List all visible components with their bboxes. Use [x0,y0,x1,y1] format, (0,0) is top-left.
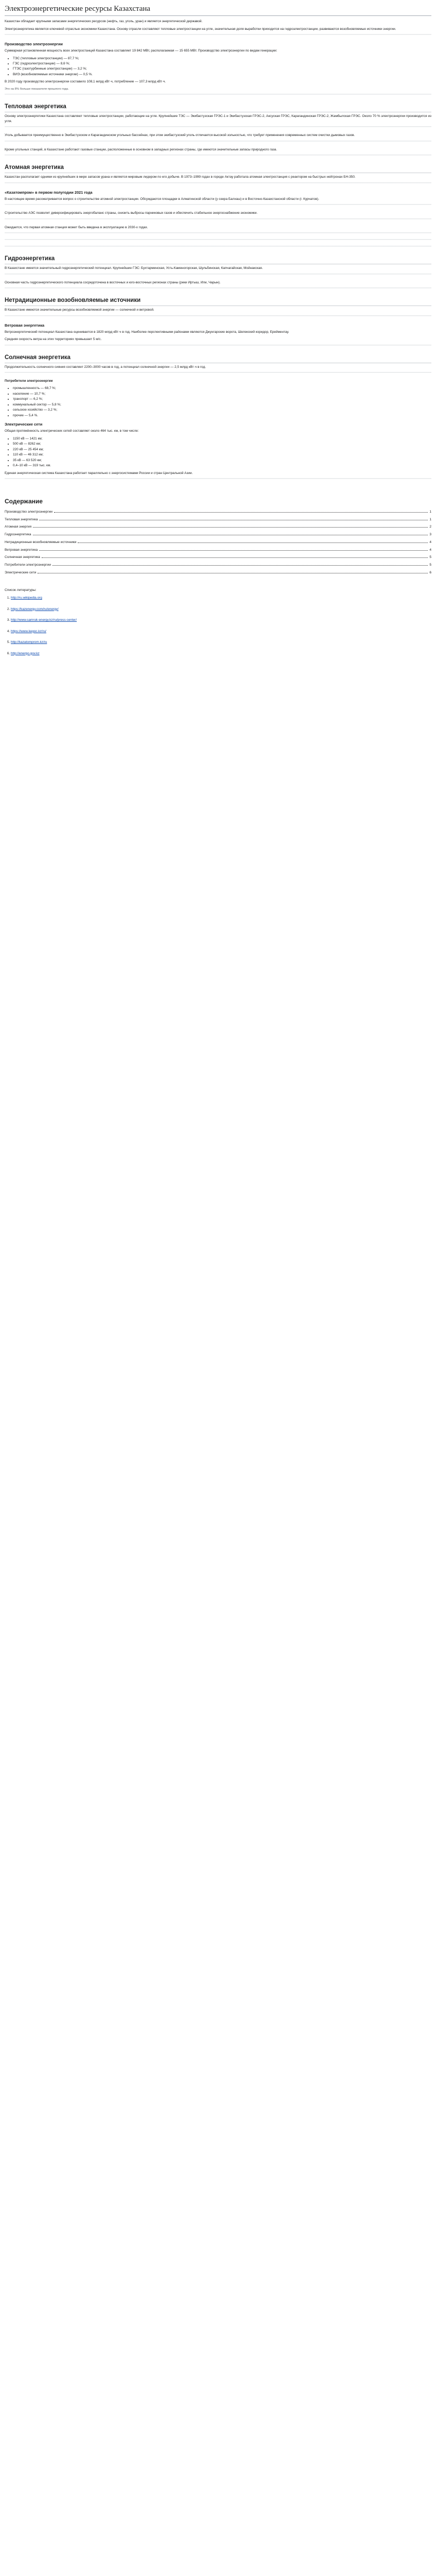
body-paragraph: Общая протяжённость электрических сетей составляет около 464 тыс. км, в том числе: [5,429,139,433]
body-paragraph: В настоящее время рассматривается вопрос о строительстве атомной электростанции. Обсуждаются площадки в Алматинской области (у озера Балхаш) и в Восточно-Казахстанской области (г. Курчатов). [5,197,319,201]
list-item: • ТЭС (тепловые электростанции) — 87,7 %; [13,56,431,61]
text-lines-placeholder [5,274,431,277]
section-heading: Нетрадиционные возобновляемые источники [5,296,431,306]
body-paragraph: Ожидается, что первая атомная станция может быть введена в эксплуатацию в 2030-х годах. [5,225,148,229]
list-item: • ГТЭС (газотурбинные электростанции) — 3,2 %; [13,66,431,71]
text-lines-placeholder [5,372,431,376]
text-lines-placeholder [5,94,431,97]
toc-page: 5 [429,563,431,567]
text-lines-placeholder [5,246,431,249]
body-paragraph: Продолжительность солнечного сияния составляет 2200–3000 часов в год, а потенциал солнечной энергии — 2,5 млрд кВт·ч в год. [5,365,206,369]
section-heading: Производство электроэнергии [5,42,63,47]
toc-row[interactable] [5,524,431,530]
toc-row[interactable] [5,555,431,560]
list-item: • 0,4–10 кВ — 319 тыс. км. [13,463,431,468]
list-item: • 500 кВ — 8262 км; [13,442,431,446]
grid-lines-list [5,436,431,468]
text-lines-placeholder [5,126,431,130]
table-of-contents [5,497,431,575]
subsection-heading: «Казатомпром» в первом полугодии 2021 года [5,190,93,195]
toc-label[interactable]: Тепловая энергетика [5,517,38,521]
list-item: • 1150 кВ — 1421 км; [13,436,431,441]
reference-item [11,618,431,622]
list-item: • 220 кВ — 25 454 км; [13,447,431,452]
body-paragraph: Кроме угольных станций, в Казахстане работают газовые станции, расположенные в основном в западных регионах страны, где имеются значительные запасы природного газа. [5,147,277,151]
toc-leader [42,557,428,558]
toc-row[interactable] [5,563,431,568]
body-paragraph: Средняя скорость ветра на этих территориях превышает 5 м/с. [5,337,102,342]
body-paragraph: Основная часть гидроэнергетического потенциала сосредоточена в восточных и юго-восточных регионах страны (реки Иртыш, Или, Чарын). [5,280,221,284]
reference-item [11,607,431,612]
text-lines-placeholder [5,232,431,236]
reference-link[interactable]: http://www.samruk-energy.kz/ru/press-center/ [11,618,77,622]
text-lines-placeholder [5,287,431,291]
list-item: • население — 10,7 %; [13,392,431,396]
page-title: Электроэнергетические ресурсы Казахстана [5,3,431,16]
body-paragraph: Ветроэнергетический потенциал Казахстана оценивается в 1820 млрд кВт·ч в год. Наиболее перспективными районами являются Джунгарские ворота, Шелекский коридор, Ерейментау. [5,330,289,334]
body-paragraph: Основу электроэнергетики Казахстана составляют тепловые электростанции, работающие на угле. Крупнейшие ТЭС — Экибастузская ГРЭС-1 и Экибастузская ГРЭС-2, Аксуская ГРЭС, Карагандинская ГРЭС-2, Жамбылская ГРЭС. Около 70 % электроэнергии производится из угля. [5,114,431,123]
references-section [5,588,431,656]
list-item: • ВИЭ (возобновляемые источники энергии) — 0,5 %. [13,72,431,77]
toc-row[interactable] [5,570,431,575]
text-lines-placeholder [5,182,431,186]
body-paragraph: Суммарная установленная мощность всех электростанций Казахстана составляет 19 842 МВт, располагаемая — 15 655 МВт. Производство электроэнергии по видам генерации: [5,49,277,53]
body-paragraph: Единая энергетическая система Казахстана работает параллельно с энергосистемами России и стран Центральной Азии. [5,471,193,475]
list-item: • ГЭС (гидроэлектростанции) — 8,6 %; [13,61,431,66]
body-paragraph: В 2020 году производство электроэнергии составило 108,1 млрд кВт·ч, потребление — 107,3 млрд кВт·ч. [5,80,166,84]
body-paragraph: Казахстан располагает одними из крупнейших в мире запасов урана и является мировым лидером по его добыче. В 1973–1999 годах в городе Актау работала атомная электростанция с реактором на быстрых нейтронах БН-350. [5,175,356,179]
reference-item [11,651,431,656]
note: Это на 8% больше показателя прошлого года. [5,87,69,91]
toc-row[interactable] [5,532,431,537]
text-lines-placeholder [5,155,431,158]
toc-label[interactable]: Атомная энергия [5,525,32,529]
subsection-heading: Ветровая энергетика [5,323,45,328]
section-heading: Солнечная энергетика [5,353,431,363]
text-lines-placeholder [5,34,431,38]
toc-page: 3 [429,533,431,536]
toc-label[interactable]: Гидроэнергетика [5,533,31,536]
text-lines-placeholder [5,478,431,482]
text-lines-placeholder [5,204,431,208]
section-heading: Тепловая энергетика [5,103,431,112]
toc-page: 4 [429,548,431,552]
document-page [0,0,436,667]
reference-item [11,629,431,634]
intro-paragraph: Электроэнергетика является ключевой отраслью экономики Казахстана. Основу отрасли составляют тепловые электростанции на угле, значительная доля выработки приходится на гидроэлектростанции, развиваются возобновляемые источники энергии. [5,27,396,31]
list-item: • транспорт — 6,2 %; [13,397,431,401]
reference-link[interactable]: https://kazenergy.com/ru/energy/ [11,607,59,611]
subsection-heading: Потребители электроэнергии [5,379,53,383]
toc-leader [33,527,428,528]
text-lines-placeholder [5,315,431,319]
reference-item [11,596,431,600]
body-paragraph: В Казахстане имеется значительный гидроэнергетический потенциал. Крупнейшие ГЭС: Бухтарминская, Усть-Каменогорская, Шульбинская, Капчагайская, Мойнакская. [5,266,263,270]
references-title: Список литературы: [5,588,37,592]
toc-label[interactable]: Солнечная энергетика [5,555,40,560]
toc-label[interactable]: Ветровая энергетика [5,548,38,552]
toc-page: 1 [429,517,431,521]
toc-label[interactable]: Производство электроэнергии [5,510,53,514]
reference-link[interactable]: https://www.kegoc.kz/ru/ [11,629,46,633]
toc-row[interactable] [5,510,431,515]
list-item: • промышленность — 68,7 %; [13,386,431,391]
list-item: • прочие — 5,4 %. [13,413,431,418]
text-lines-placeholder [5,141,431,144]
text-lines-placeholder [5,239,431,243]
toc-page: 1 [429,510,431,514]
toc-row[interactable] [5,540,431,545]
text-lines-placeholder [5,218,431,222]
toc-label[interactable]: Потребители электроэнергии [5,563,51,567]
intro-paragraph: Казахстан обладает крупными запасами энергетических ресурсов (нефть, газ, уголь, уран) и является энергетической державой. [5,20,203,24]
list-item: • 110 кВ — 46 312 км; [13,452,431,457]
toc-page: 2 [429,525,431,529]
toc-page: 6 [429,570,431,574]
toc-page: 5 [429,555,431,560]
reference-link[interactable]: http://kazatomprom.kz/ru [11,640,47,645]
body-paragraph: Уголь добывается преимущественно в Экибастузском и Карагандинском угольных бассейнах, при этом экибастузский уголь отличается высокой зольностью, что требует применения современных систем очистки дымовых газов. [5,133,355,138]
toc-row[interactable] [5,517,431,522]
toc-leader [53,565,428,566]
toc-leader [54,512,428,513]
subsection-heading: Электрические сети [5,422,43,427]
text-lines-placeholder [5,345,431,348]
references-list [5,596,431,656]
toc-row[interactable] [5,548,431,553]
toc-title: Содержание [5,498,43,505]
generation-mix-list [5,56,431,77]
toc-label[interactable]: Нетрадиционные возобновляемые источники [5,540,77,544]
reference-link[interactable]: http://energo.gov.kz [11,651,40,655]
toc-page: 4 [429,540,431,544]
list-item: • 35 кВ — 63 520 км; [13,458,431,463]
section-heading: Атомная энергетика [5,163,431,173]
reference-link[interactable]: http://ru.wikipedia.org [11,596,42,600]
list-item: • коммунальный сектор — 5,8 %; [13,402,431,407]
reference-item [11,640,431,645]
body-paragraph: В Казахстане имеются значительные ресурсы возобновляемой энергии — солнечной и ветровой. [5,308,154,312]
toc-label[interactable]: Электрические сети [5,570,37,574]
consumers-list [5,386,431,418]
body-paragraph: Строительство АЭС позволит диверсифицировать энергобаланс страны, снизить выбросы парниковых газов и обеспечить стабильное энергоснабжение экономики. [5,211,258,215]
section-heading: Гидроэнергетика [5,255,431,264]
list-item: • сельское хозяйство — 3,2 %; [13,408,431,412]
toc-leader [39,550,428,551]
